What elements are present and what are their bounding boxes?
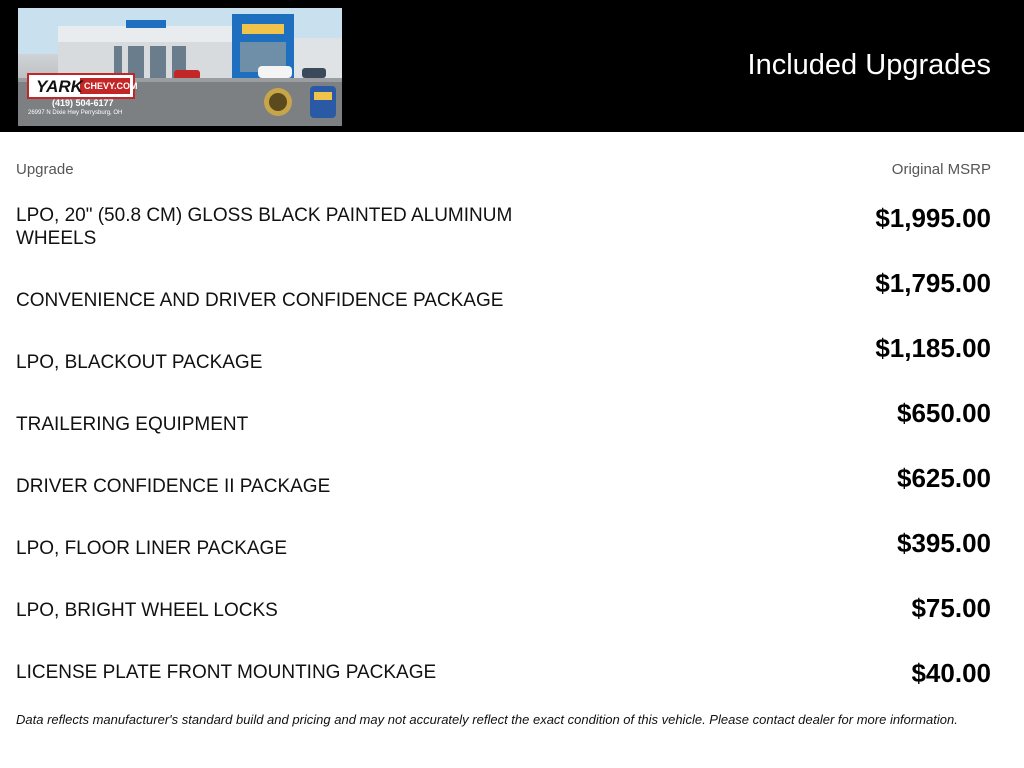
- upgrade-row: [16, 398, 991, 460]
- upgrade-name: LICENSE PLATE FRONT MOUNTING PACKAGE: [16, 662, 437, 683]
- upgrade-row: [16, 593, 991, 655]
- upgrade-price: $1,995.00: [875, 203, 991, 233]
- page-title: Included Upgrades: [747, 49, 991, 81]
- upgrade-row: [16, 268, 991, 330]
- upgrade-name: TRAILERING EQUIPMENT: [16, 414, 249, 435]
- upgrade-row: [16, 463, 991, 525]
- column-header-msrp: Original MSRP: [891, 161, 991, 178]
- upgrade-name: CONVENIENCE AND DRIVER CONFIDENCE PACKAGE: [16, 290, 504, 311]
- upgrade-row: [16, 658, 991, 720]
- upgrade-price: $395.00: [897, 528, 991, 558]
- header-bar: [0, 0, 1024, 132]
- upgrade-price: $1,795.00: [875, 268, 991, 298]
- upgrade-row: [16, 333, 991, 395]
- upgrade-price: $1,185.00: [875, 333, 991, 363]
- upgrade-price: $75.00: [911, 593, 991, 623]
- upgrade-name: LPO, BLACKOUT PACKAGE: [16, 352, 263, 373]
- upgrade-price: $650.00: [897, 398, 991, 428]
- upgrade-name: LPO, BRIGHT WHEEL LOCKS: [16, 600, 278, 621]
- dealer-address: 26997 N Dixie Hwy Perrysburg, OH: [28, 110, 123, 116]
- dealer-photo: [18, 8, 342, 126]
- dealer-phone: (419) 504-6177: [52, 98, 114, 108]
- upgrade-name: DRIVER CONFIDENCE II PACKAGE: [16, 476, 331, 497]
- upgrade-row: [16, 203, 991, 265]
- disclaimer-text: Data reflects manufacturer's standard build and pricing and may not accurately reflect the exact condition of this vehicle. Please contact dealer for more information.: [16, 712, 958, 727]
- upgrade-row: [16, 528, 991, 590]
- upgrade-price: $625.00: [897, 463, 991, 493]
- dealer-logo-sub: CHEVY.COM: [84, 81, 138, 91]
- dealer-logo-text: YARK: [36, 77, 83, 96]
- column-header-upgrade: Upgrade: [16, 161, 74, 178]
- upgrade-name: LPO, FLOOR LINER PACKAGE: [16, 538, 288, 559]
- upgrade-price: $40.00: [911, 658, 991, 688]
- upgrade-name: LPO, 20" (50.8 CM) GLOSS BLACK PAINTED ALUMINUM WHEELS: [16, 205, 513, 249]
